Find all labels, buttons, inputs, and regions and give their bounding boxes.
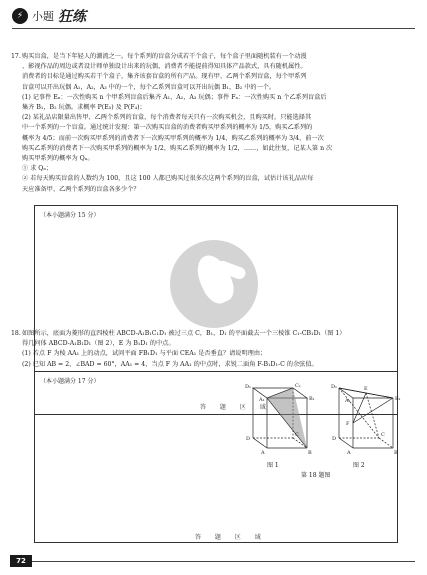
answer-area-label: 答 题 区 域 <box>195 534 267 541</box>
figure-2 <box>323 378 399 458</box>
vertex-label: F <box>346 421 350 427</box>
page-number: 72 <box>10 555 32 567</box>
score-label: （本小题满分 17 分） <box>40 378 100 385</box>
q17-line: ② 若每天购买盲盒的人数约为 100，且这 100 人都已购买过很多次这两个系列的盲盒，试估计该礼品店每 <box>22 175 314 183</box>
question-number: 17. <box>11 53 21 60</box>
answer-area-label: 答 题 区 域 <box>200 404 272 411</box>
vertex-label: C <box>381 432 385 438</box>
brand-big: 狂练 <box>58 9 86 25</box>
vertex-label: B₁ <box>395 396 401 402</box>
q18-line: (2) 已知 AB = 2，∠BAD = 60°，AA₁ = 4，当点 F 为 AA₁ 的中点时，求锐二面角 F-B₁D₁-C 的余弦值。 <box>22 360 318 368</box>
q17-line: 消费者的目标是通过购买若干个盒子，集齐该套盲盒的所有产品。现有甲、乙两个系列盲盒，每个甲系列 <box>22 73 307 81</box>
page-header <box>12 6 86 26</box>
footer-rule <box>32 561 415 562</box>
vertex-label: A <box>347 450 351 456</box>
question-number: 18. <box>11 330 21 337</box>
figure-2-caption: 图 2 <box>353 462 365 469</box>
vertex-label: D₁ <box>245 384 252 390</box>
answer-box-18[interactable] <box>34 371 401 543</box>
q17-line: 购买乙系列的消费者下一次购买甲系列的概率为 1/2，购买乙系列的概率为 1/2，……，如此往复，记某人第 n 次 <box>22 144 333 152</box>
question-18 <box>11 329 414 370</box>
q17-line: 购买甲系列的概率为 Qₙ。 <box>22 155 94 163</box>
q17-line: 中一个系列的一个盲盒。通过统计发现：第一次购买盲盒的消费者购买甲系列的概率为 1/5，购买乙系列的 <box>22 124 313 132</box>
vertex-label: B <box>394 450 398 456</box>
vertex-label: C <box>295 432 299 438</box>
vertex-label: D₁ <box>331 384 338 390</box>
question-17 <box>11 52 414 195</box>
q18-line: (1) 若点 F 为棱 AA₁ 上的动点，试问平面 FB₁D₁ 与平面 CEA₁ 是否垂直？请说明理由； <box>22 350 267 358</box>
brand-small: 小题 <box>32 10 54 23</box>
vertex-label: E <box>364 386 368 392</box>
vertex-label: C₁ <box>295 383 301 389</box>
vertex-label: D <box>332 436 337 442</box>
q17-line: 天应准备甲、乙两个系列的盲盒各多少个？ <box>22 185 140 193</box>
q18-line: 如图所示，底面为菱形的直四棱柱 ABCD-A₁B₁C₁D₁ 被过三点 C，B₁，D₁ 的平面截去一个三棱锥 C₁-CB₁D₁（图 1） <box>22 330 346 337</box>
vertex-label: D <box>246 436 251 442</box>
q17-line: 概率为 4/5；而前一次购买甲系列的消费者下一次购买甲系列的概率为 1/4，购买乙系列的概率为 3/4，前一次 <box>22 134 324 142</box>
q17-line: 集齐 B₁，B₂ 玩偶。求概率 P(E₅) 及 P(F₄)； <box>22 104 146 112</box>
header-rule <box>12 28 415 29</box>
vertex-label: B <box>308 450 312 456</box>
q17-line: 盲盒可以开出玩偶 A₁，A₂，A₃ 中的一个，每个乙系列盲盒可以开出玩偶 B₁，B₂ 中的一个。 <box>22 83 276 91</box>
vertex-label: A <box>261 450 265 456</box>
vertex-label: A₁ <box>259 397 265 403</box>
figure-1-caption: 图 1 <box>267 462 279 469</box>
watermark-logo <box>170 240 258 328</box>
vertex-label: A₁ <box>345 398 351 404</box>
q17-line: 购买盲盒，是当下年轻人的潮流之一。每个系列的盲盒分成若干个盒子，每个盒子里面随机装有一个动漫 <box>22 53 307 60</box>
q17-line: (2) 某礼品店限量出售甲、乙两个系列的盲盒，每个消费者每天只有一次购买机会，且购买时，只能选择其 <box>22 114 312 122</box>
score-label: （本小题满分 15 分） <box>40 212 100 219</box>
figure-title: 第 18 题图 <box>301 472 331 479</box>
figure-1 <box>235 378 315 458</box>
vertex-label: B₁ <box>309 396 315 402</box>
q17-line: 、影视作品的周边或者设计师单独设计出来的玩偶，消费者不能提前得知具体产品款式，具有随机属性。 <box>22 63 307 71</box>
q17-line: (1) 记事件 Eₙ：一次性购买 n 个甲系列盲盒后集齐 A₁，A₂，A₃ 玩偶；事件 Fₙ：一次性购买 n 个乙系列盲盒后 <box>22 93 327 101</box>
q18-line: 得几何体 ABCD-A₁B₁D₁（图 2），E 为 B₁D₁ 的中点。 <box>22 340 175 348</box>
q17-line: ① 求 Qₙ； <box>22 165 53 173</box>
logo-icon: ⚡ <box>12 8 28 24</box>
